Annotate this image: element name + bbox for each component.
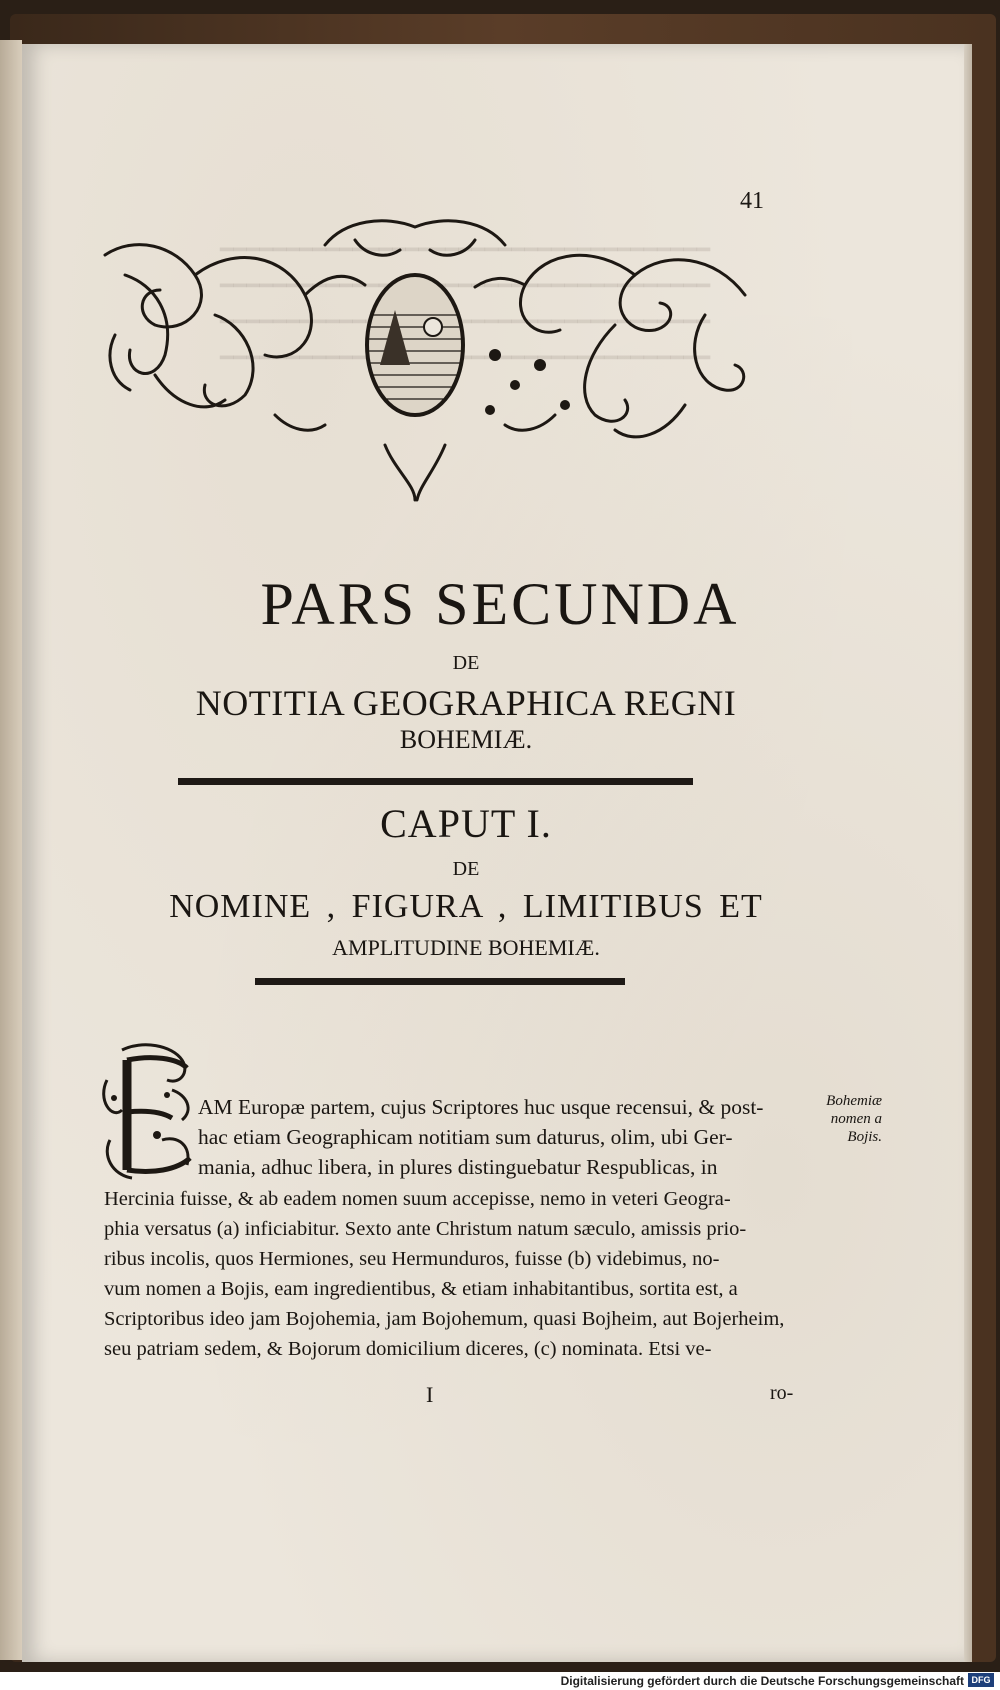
body-line: seu patriam sedem, & Bojorum domicilium diceres, (c) nominata. Etsi ve- bbox=[104, 1338, 712, 1360]
marginal-note-line: Bojis. bbox=[847, 1129, 882, 1145]
chapter-title: CAPUT I. bbox=[380, 801, 552, 846]
signature-mark: I bbox=[426, 1382, 434, 1407]
de-heading-2: DE bbox=[452, 858, 480, 880]
subtitle-bohemiae: BOHEMIÆ. bbox=[399, 725, 533, 754]
chapter-subtitle-2: AMPLITUDINE BOHEMIÆ. bbox=[332, 935, 600, 960]
body-line: ribus incolis, quos Hermiones, seu Hermunduros, fuisse (b) videbimus, no- bbox=[104, 1248, 720, 1270]
marginal-note-line: nomen a bbox=[830, 1111, 882, 1127]
body-line: Scriptoribus ideo jam Bojohemia, jam Bojohemum, quasi Bojheim, aut Bojerheim, bbox=[104, 1308, 785, 1330]
left-page-edge bbox=[0, 40, 22, 1660]
marginal-note bbox=[792, 1092, 882, 1146]
decorated-initial-e bbox=[102, 1040, 198, 1186]
headpiece-ornament bbox=[95, 215, 755, 505]
part-title: PARS SECUNDA bbox=[260, 571, 740, 637]
de-heading-1: DE bbox=[452, 652, 480, 674]
marginal-note-line: Bohemiæ bbox=[826, 1093, 882, 1109]
page-fore-edge bbox=[964, 44, 972, 1662]
body-line: mania, adhuc libera, in plures distinguebatur Respublicas, in bbox=[198, 1155, 718, 1179]
page-number: 41 bbox=[740, 188, 764, 214]
subtitle-notitia: NOTITIA GEOGRAPHICA REGNI bbox=[195, 683, 737, 723]
chapter-subtitle-1: NOMINE , FIGURA , LIMITIBUS ET bbox=[169, 888, 763, 925]
body-line: Hercinia fuisse, & ab eadem nomen suum accepisse, nemo in veteri Geogra- bbox=[104, 1188, 731, 1210]
funding-credit: Digitalisierung gefördert durch die Deutsche Forschungsgemeinschaft bbox=[560, 1674, 964, 1688]
heading-rule-2 bbox=[255, 978, 625, 985]
body-line: hac etiam Geographicam notitiam sum daturus, olim, ubi Ger- bbox=[198, 1125, 733, 1149]
body-line: AM Europæ partem, cujus Scriptores huc usque recensui, & post- bbox=[198, 1095, 764, 1119]
body-line: phia versatus (a) inficiabitur. Sexto ante Christum natum sæculo, amissis prio- bbox=[104, 1218, 747, 1240]
dfg-logo: DFG bbox=[968, 1673, 994, 1687]
catchword: ro- bbox=[770, 1382, 794, 1404]
body-line: vum nomen a Bojis, eam ingredientibus, & etiam inhabitantibus, sortita est, a bbox=[104, 1278, 738, 1300]
heading-rule-1 bbox=[178, 778, 693, 785]
